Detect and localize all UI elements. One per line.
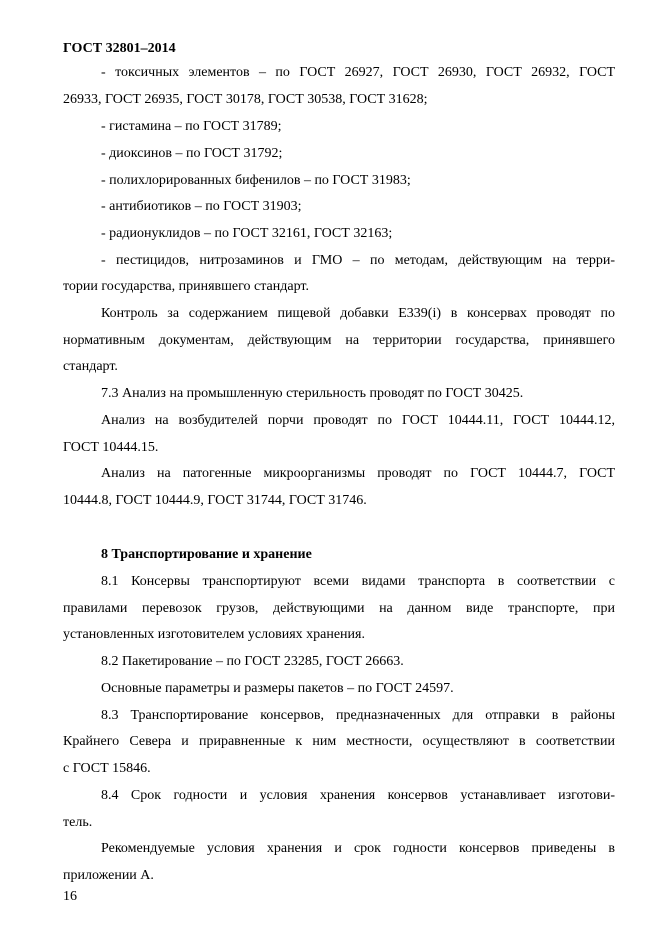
- text-line: тории государства, принявшего стандарт.: [63, 279, 309, 294]
- text-line: приложении А.: [63, 868, 154, 883]
- text-line: 26933, ГОСТ 26935, ГОСТ 30178, ГОСТ 30538, ГОСТ 31628;: [63, 92, 428, 107]
- text-line: ГОСТ 10444.15.: [63, 440, 159, 455]
- text-line: 7.3 Анализ на промышленную стерильность проводят по ГОСТ 30425.: [101, 386, 524, 401]
- text-line: - полихлорированных бифенилов – по ГОСТ 31983;: [101, 173, 411, 188]
- text-line: 8.1 Консервы транспортируют всеми видами транспорта в соответствии с: [101, 574, 615, 589]
- text-line: с ГОСТ 15846.: [63, 761, 151, 776]
- text-line: - гистамина – по ГОСТ 31789;: [101, 119, 282, 134]
- text-line: стандарт.: [63, 359, 118, 374]
- text-line: установленных изготовителем условиях хранения.: [63, 627, 365, 642]
- text-line: Крайнего Севера и приравненные к ним местности, осуществляют в соответствии: [63, 734, 615, 749]
- text-line: тель.: [63, 815, 93, 830]
- text-line: 8.3 Транспортирование консервов, предназначенных для отправки в районы: [101, 708, 615, 723]
- text-line: - радионуклидов – по ГОСТ 32161, ГОСТ 32163;: [101, 226, 393, 241]
- text-line: 10444.8, ГОСТ 10444.9, ГОСТ 31744, ГОСТ 31746.: [63, 493, 367, 508]
- text-line: нормативным документам, действующим на территории государства, принявшего: [63, 333, 615, 348]
- text-line: - токсичных элементов – по ГОСТ 26927, ГОСТ 26930, ГОСТ 26932, ГОСТ: [101, 65, 615, 80]
- text-line: - диоксинов – по ГОСТ 31792;: [101, 146, 283, 161]
- text-line: 8.2 Пакетирование – по ГОСТ 23285, ГОСТ 26663.: [101, 654, 404, 669]
- text-line: - пестицидов, нитрозаминов и ГМО – по методам, действующим на терри-: [101, 253, 615, 268]
- text-line: Анализ на патогенные микроорганизмы проводят по ГОСТ 10444.7, ГОСТ: [101, 466, 615, 481]
- section-heading: 8 Транспортирование и хранение: [101, 547, 312, 562]
- page-header-title: ГОСТ 32801–2014: [63, 41, 176, 56]
- text-line: Контроль за содержанием пищевой добавки Е339(i) в консервах проводят по: [101, 306, 615, 321]
- text-line: - антибиотиков – по ГОСТ 31903;: [101, 199, 302, 214]
- page-number: 16: [63, 889, 77, 904]
- text-line: Основные параметры и размеры пакетов – по ГОСТ 24597.: [101, 681, 454, 696]
- text-line: 8.4 Срок годности и условия хранения консервов устанавливает изготови-: [101, 788, 615, 803]
- text-line: правилами перевозок грузов, действующими на данном виде транспорте, при: [63, 601, 615, 616]
- text-line: Рекомендуемые условия хранения и срок годности консервов приведены в: [101, 841, 615, 856]
- text-line: Анализ на возбудителей порчи проводят по ГОСТ 10444.11, ГОСТ 10444.12,: [101, 413, 615, 428]
